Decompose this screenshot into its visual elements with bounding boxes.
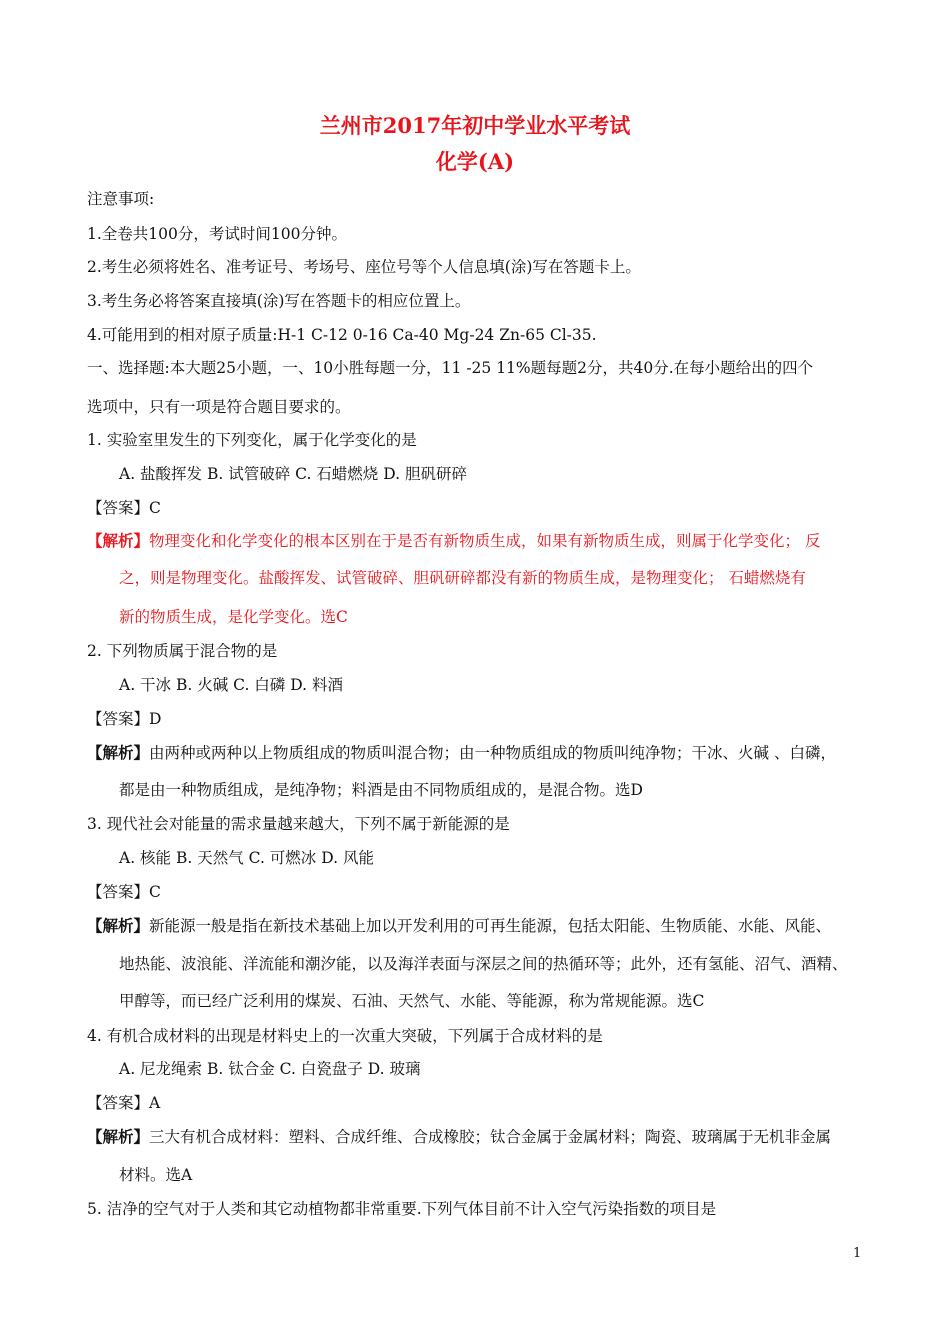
explanation-line: 地热能、波浪能、洋流能和潮汐能，以及海洋表面与深层之间的热循环等；此外，还有氢能、沼气、酒精、 xyxy=(119,955,848,973)
section-instructions: 一、选择题:本大题25小题，一、10小胜每题一分，11 -25 11%题每题2分，共40分.在每小题给出的四个 xyxy=(87,359,814,377)
note-item: 2.考生必须将姓名、准考证号、考场号、座位号等个人信息填(涂)写在答题卡上。 xyxy=(87,258,641,276)
explanation-line: 材料。选A xyxy=(119,1166,193,1184)
question-stem: 1. 实验室里发生的下列变化，属于化学变化的是 xyxy=(87,431,417,449)
explanation-line: 都是由一种物质组成，是纯净物；料酒是由不同物质组成的，是混合物。选D xyxy=(119,781,643,799)
explanation-tag: 【解析】 xyxy=(87,1127,150,1146)
explanation-text: 由两种或两种以上物质组成的物质叫混合物；由一种物质组成的物质叫纯净物；干冰、火碱 、白磷， xyxy=(149,744,836,762)
question-options: A. 尼龙绳索 B. 钛合金 C. 白瓷盘子 D. 玻璃 xyxy=(119,1060,421,1078)
note-item: 1.全卷共100分，考试时间100分钟。 xyxy=(87,225,347,243)
explanation-line xyxy=(87,1126,831,1148)
note-item: 4.可能用到的相对原子质量:H-1 C-12 0-16 Ca-40 Mg-24 Zn-65 Cl-35. xyxy=(87,326,597,344)
answer-label: 【答案】A xyxy=(87,1094,161,1112)
explanation-line: 甲醇等，而已经广泛利用的煤炭、石油、天然气、水能、等能源，称为常规能源。选C xyxy=(119,992,705,1010)
exam-subtitle: 化学(A) xyxy=(435,149,515,174)
explanation-line xyxy=(87,915,831,937)
explanation-tag: 【解析】 xyxy=(87,531,150,550)
question-stem: 2. 下列物质属于混合物的是 xyxy=(87,642,278,660)
question-stem: 4. 有机合成材料的出现是材料史上的一次重大突破，下列属于合成材料的是 xyxy=(87,1027,603,1045)
question-options: A. 核能 B. 天然气 C. 可燃冰 D. 风能 xyxy=(119,849,374,867)
explanation-tag: 【解析】 xyxy=(87,743,150,762)
explanation-text: 物理变化和化学变化的根本区别在于是否有新物质生成，如果有新物质生成，则属于化学变化； 反 xyxy=(149,532,821,550)
page-number: 1 xyxy=(853,1246,862,1261)
note-item: 3.考生务必将答案直接填(涂)写在答题卡的相应位置上。 xyxy=(87,292,471,310)
answer-label: 【答案】C xyxy=(87,499,161,517)
explanation-text: 新能源一般是指在新技术基础上加以开发利用的可再生能源，包括太阳能、生物质能、水能、风能、 xyxy=(149,917,832,935)
explanation-line: 之，则是物理变化。盐酸挥发、试管破碎、胆矾研碎都没有新的物质生成，是物理变化； 石蜡燃烧有 xyxy=(119,569,806,587)
explanation-line: 新的物质生成，是化学变化。选C xyxy=(119,608,348,626)
question-options: A. 干冰 B. 火碱 C. 白磷 D. 料酒 xyxy=(119,676,343,694)
explanation-line xyxy=(87,742,836,764)
explanation-tag: 【解析】 xyxy=(87,916,150,935)
answer-label: 【答案】C xyxy=(87,883,161,901)
answer-label: 【答案】D xyxy=(87,710,162,728)
explanation-line xyxy=(87,530,820,552)
question-stem: 5. 洁净的空气对于人类和其它动植物都非常重要.下列气体目前不计入空气污染指数的项目是 xyxy=(87,1200,717,1218)
question-stem: 3. 现代社会对能量的需求量越来越大，下列不属于新能源的是 xyxy=(87,815,510,833)
notes-heading: 注意事项: xyxy=(87,190,155,208)
question-options: A. 盐酸挥发 B. 试管破碎 C. 石蜡燃烧 D. 胆矾研碎 xyxy=(119,465,467,483)
exam-title: 兰州市2017年初中学业水平考试 xyxy=(319,113,631,138)
section-instructions: 选项中，只有一项是符合题目要求的。 xyxy=(87,398,351,416)
explanation-text: 三大有机合成材料：塑料、合成纤维、合成橡胶；钛合金属于金属材料；陶瓷、玻璃属于无机非金属 xyxy=(149,1128,832,1146)
